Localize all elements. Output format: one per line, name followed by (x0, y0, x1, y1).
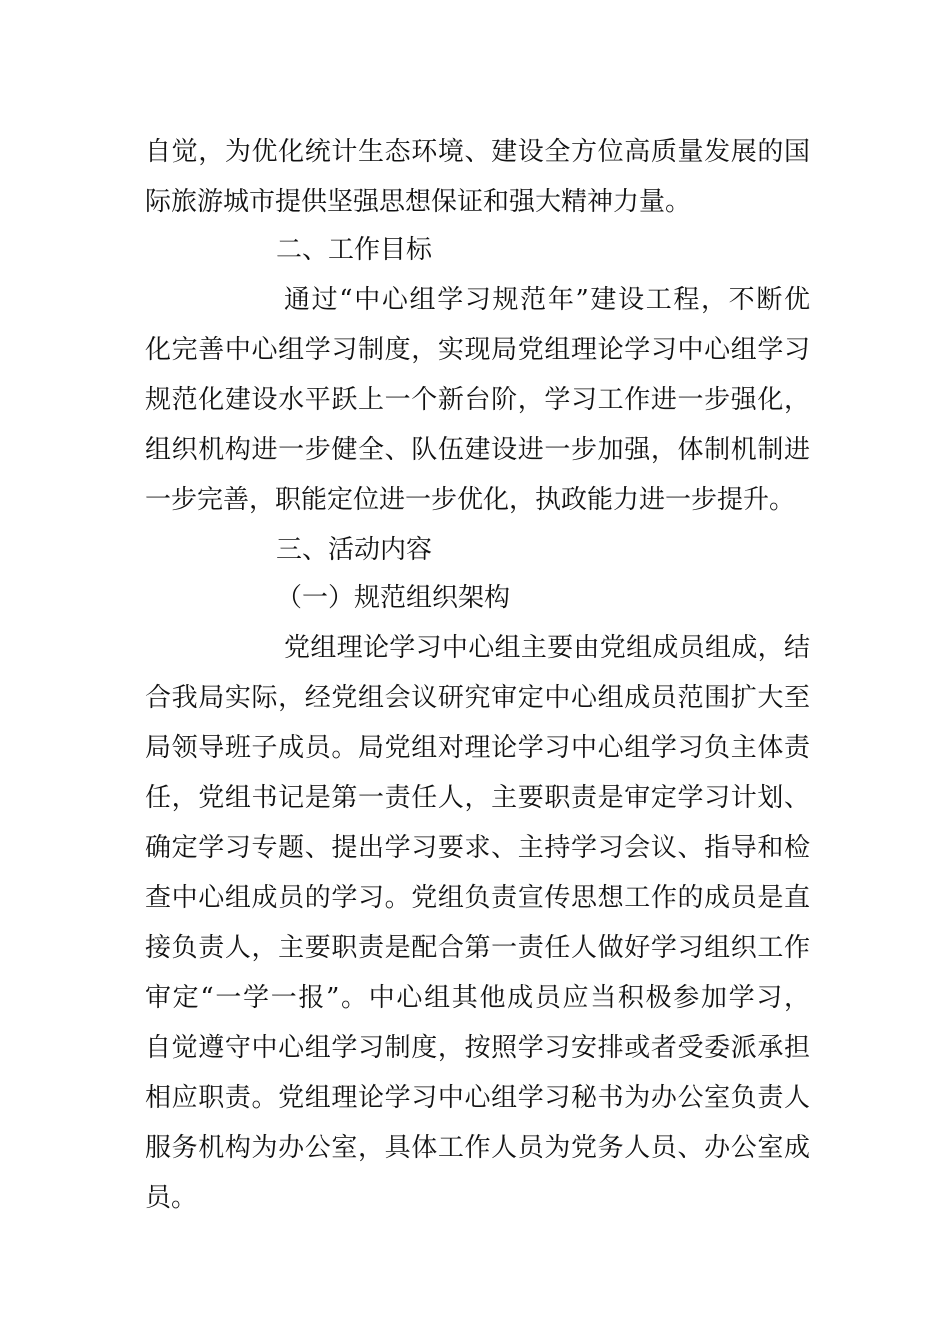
body-line-18: 服务机构为办公室，具体工作人员为党务人员、办公室成 (145, 1133, 810, 1163)
body-line-6: 组织机构进一步健全、队伍建设进一步加强，体制机制进 (145, 435, 810, 465)
body-line-14: 接负责人，主要职责是配合第一责任人做好学习组织工作 (145, 933, 810, 963)
body-line-5: 规范化建设水平跃上一个新台阶，学习工作进一步强化， (145, 385, 810, 415)
body-line-3: 通过“中心组学习规范年”建设工程，不断优 (284, 285, 810, 315)
section-heading-activities: 三、活动内容 (276, 535, 433, 565)
body-line-10: 局领导班子成员。局党组对理论学习中心组学习负主体责 (145, 733, 810, 763)
body-line-9: 合我局实际，经党组会议研究审定中心组成员范围扩大至 (145, 683, 810, 713)
body-line-13: 查中心组成员的学习。党组负责宣传思想工作的成员是直 (145, 883, 810, 913)
body-line-1: 自觉，为优化统计生态环境、建设全方位高质量发展的国 (145, 137, 810, 167)
subsection-heading-structure: （一）规范组织架构 (276, 583, 511, 613)
body-line-11: 任，党组书记是第一责任人，主要职责是审定学习计划、 (145, 783, 810, 813)
body-line-7: 一步完善，职能定位进一步优化，执政能力进一步提升。 (145, 485, 796, 515)
section-heading-goals: 二、工作目标 (276, 235, 433, 265)
body-line-4: 化完善中心组学习制度，实现局党组理论学习中心组学习 (145, 335, 810, 365)
body-line-19: 员。 (145, 1183, 198, 1213)
body-line-15: 审定“一学一报”。中心组其他成员应当积极参加学习， (145, 983, 810, 1013)
body-line-12: 确定学习专题、提出学习要求、主持学习会议、指导和检 (145, 833, 810, 863)
body-line-8: 党组理论学习中心组主要由党组成员组成，结 (284, 633, 810, 663)
body-line-2: 际旅游城市提供坚强思想保证和强大精神力量。 (145, 187, 692, 217)
body-line-16: 自觉遵守中心组学习制度，按照学习安排或者受委派承担 (145, 1033, 810, 1063)
body-line-17: 相应职责。党组理论学习中心组学习秘书为办公室负责人 (145, 1083, 810, 1113)
